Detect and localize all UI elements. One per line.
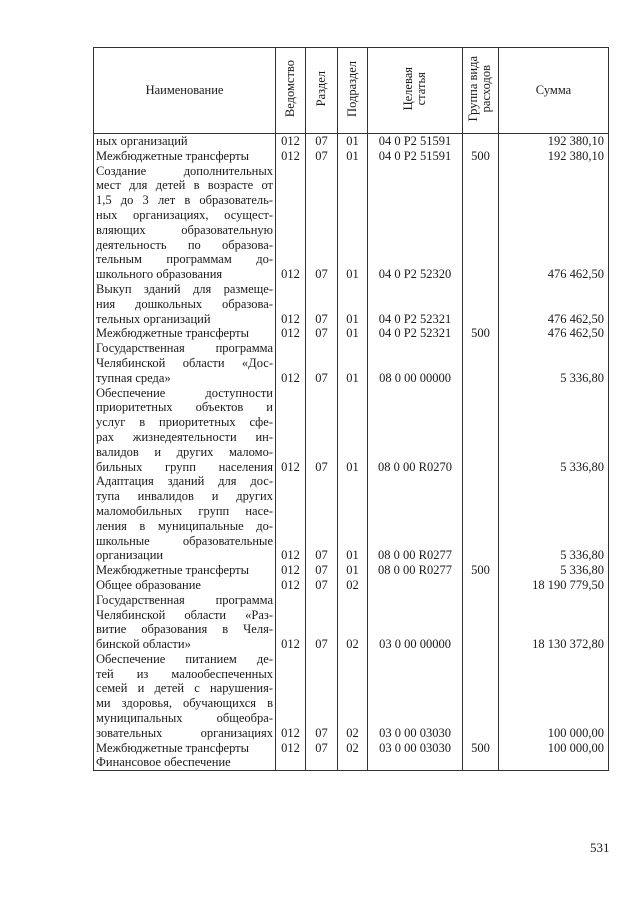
row-name-line: Обеспечение питанием де- <box>96 651 273 666</box>
row-name-line: Межбюджетные трансферты <box>96 326 250 341</box>
row-name-line: Челябинской области «Раз- <box>96 607 273 622</box>
row-celevaya-statya: 03 0 00 03030 <box>368 652 463 741</box>
row-name-line: ных организаций <box>96 134 188 148</box>
row-razdel: 07 <box>306 326 338 341</box>
row-podrazdel: 02 <box>338 578 368 593</box>
row-name-line: тей из малообеспеченных <box>96 666 273 681</box>
table-row <box>94 341 609 385</box>
table-row <box>94 149 609 164</box>
row-celevaya-statya: 04 0 P2 51591 <box>368 149 463 164</box>
row-name-line: ных организациях, осущест- <box>96 207 273 222</box>
table-row <box>94 326 609 341</box>
row-razdel: 07 <box>306 149 338 164</box>
row-name-line: организации <box>96 548 164 563</box>
row-name <box>94 341 276 385</box>
table-row <box>94 578 609 593</box>
row-vedomstvo <box>276 755 306 770</box>
row-razdel: 07 <box>306 341 338 385</box>
row-vedomstvo: 012 <box>276 741 306 756</box>
table-row <box>94 563 609 578</box>
row-name-line: Обеспечение доступности <box>96 385 273 400</box>
row-summa: 18 130 372,80 <box>499 593 609 652</box>
row-vedomstvo: 012 <box>276 326 306 341</box>
row-podrazdel: 01 <box>338 563 368 578</box>
row-name-line: школьного образования <box>96 267 223 282</box>
row-name <box>94 386 276 475</box>
table-row <box>94 593 609 652</box>
row-razdel: 07 <box>306 741 338 756</box>
budget-table-sheet <box>93 47 609 771</box>
table-row <box>94 134 609 149</box>
row-name-line: ми здоровья, обучающихся в <box>96 696 273 711</box>
row-podrazdel: 01 <box>338 326 368 341</box>
header-gruppa-vida-rashodov: Группа вида расходов <box>463 48 499 134</box>
row-name-line: Межбюджетные трансферты <box>96 563 250 578</box>
row-razdel: 07 <box>306 134 338 149</box>
row-name-line: Выкуп зданий для размеще- <box>96 281 273 296</box>
row-name-line: услуг в приоритетных сфе- <box>96 415 273 430</box>
row-vedomstvo: 012 <box>276 474 306 563</box>
row-celevaya-statya: 03 0 00 03030 <box>368 741 463 756</box>
row-podrazdel: 02 <box>338 652 368 741</box>
row-name-line: тельных организаций <box>96 311 211 326</box>
row-podrazdel: 02 <box>338 593 368 652</box>
row-podrazdel <box>338 755 368 770</box>
header-celevaya-statya: Целевая статья <box>368 48 463 134</box>
table-body <box>94 134 609 771</box>
header-vedomstvo: Ведомство <box>276 48 306 134</box>
row-vedomstvo: 012 <box>276 149 306 164</box>
row-name-line: тупа инвалидов и других <box>96 489 273 504</box>
row-name-line: Челябинской области «Дос- <box>96 355 273 370</box>
row-summa: 5 336,80 <box>499 386 609 475</box>
row-razdel: 07 <box>306 593 338 652</box>
table-row <box>94 652 609 741</box>
row-gruppa-vida: 500 <box>463 326 499 341</box>
row-name <box>94 149 276 164</box>
row-gruppa-vida <box>463 593 499 652</box>
row-name-line: витие образования в Челя- <box>96 622 273 637</box>
row-summa: 5 336,80 <box>499 563 609 578</box>
row-celevaya-statya: 08 0 00 R0277 <box>368 563 463 578</box>
row-name-line: вляющих образовательную <box>96 222 273 237</box>
row-summa <box>499 755 609 770</box>
row-name <box>94 282 276 326</box>
table-row <box>94 164 609 282</box>
row-name-line: тельным программам до- <box>96 252 273 267</box>
row-name-line: Межбюджетные трансферты <box>96 740 250 755</box>
row-celevaya-statya: 03 0 00 00000 <box>368 593 463 652</box>
row-gruppa-vida <box>463 341 499 385</box>
row-vedomstvo: 012 <box>276 386 306 475</box>
row-vedomstvo: 012 <box>276 652 306 741</box>
row-celevaya-statya: 08 0 00 00000 <box>368 341 463 385</box>
row-gruppa-vida <box>463 134 499 149</box>
row-vedomstvo: 012 <box>276 134 306 149</box>
row-name-line: Адаптация зданий для дос- <box>96 474 273 489</box>
row-name <box>94 593 276 652</box>
row-name-line: семей и детей с нарушения- <box>96 681 273 696</box>
row-celevaya-statya: 08 0 00 R0270 <box>368 386 463 475</box>
row-celevaya-statya: 04 0 P2 52320 <box>368 164 463 282</box>
row-summa: 100 000,00 <box>499 741 609 756</box>
row-vedomstvo: 012 <box>276 164 306 282</box>
row-summa: 100 000,00 <box>499 652 609 741</box>
row-name-line: валидов и других маломо- <box>96 444 273 459</box>
row-name-line: зовательных организациях <box>96 725 273 740</box>
row-name-line: Общее образование <box>96 577 201 592</box>
row-summa: 476 462,50 <box>499 326 609 341</box>
row-name-line: мест для детей в возрасте от <box>96 178 273 193</box>
row-name-line: Государственная программа <box>96 592 273 607</box>
row-name <box>94 164 276 282</box>
table-header <box>94 48 609 134</box>
row-name <box>94 741 276 756</box>
row-name-line: ления в муниципальные до- <box>96 518 273 533</box>
row-name-line: школьные образовательные <box>96 533 273 548</box>
row-name-line: бильных групп населения <box>96 459 273 474</box>
row-gruppa-vida <box>463 652 499 741</box>
row-podrazdel: 01 <box>338 386 368 475</box>
row-celevaya-statya: 08 0 00 R0277 <box>368 474 463 563</box>
row-razdel: 07 <box>306 578 338 593</box>
row-name-line: Финансовое обеспечение <box>96 755 231 770</box>
row-vedomstvo: 012 <box>276 341 306 385</box>
row-name <box>94 326 276 341</box>
row-podrazdel: 01 <box>338 282 368 326</box>
row-summa: 5 336,80 <box>499 474 609 563</box>
row-razdel: 07 <box>306 164 338 282</box>
row-name <box>94 755 276 770</box>
row-razdel: 07 <box>306 386 338 475</box>
row-gruppa-vida: 500 <box>463 149 499 164</box>
row-razdel: 07 <box>306 652 338 741</box>
row-razdel: 07 <box>306 474 338 563</box>
row-gruppa-vida: 500 <box>463 741 499 756</box>
row-celevaya-statya: 04 0 P2 52321 <box>368 326 463 341</box>
table-row <box>94 755 609 770</box>
row-vedomstvo: 012 <box>276 563 306 578</box>
row-name-line: Межбюджетные трансферты <box>96 148 250 163</box>
header-summa: Сумма <box>499 48 609 134</box>
row-vedomstvo: 012 <box>276 593 306 652</box>
table-row <box>94 474 609 563</box>
row-name-line: деятельность по образова- <box>96 237 273 252</box>
row-razdel <box>306 755 338 770</box>
row-summa: 18 190 779,50 <box>499 578 609 593</box>
row-summa: 476 462,50 <box>499 164 609 282</box>
row-razdel: 07 <box>306 563 338 578</box>
row-name <box>94 563 276 578</box>
row-gruppa-vida: 500 <box>463 563 499 578</box>
row-vedomstvo: 012 <box>276 578 306 593</box>
header-name: Наименование <box>94 48 276 134</box>
row-celevaya-statya: 04 0 P2 51591 <box>368 134 463 149</box>
header-podrazdel: Подраздел <box>338 48 368 134</box>
row-name-line: Государственная программа <box>96 341 273 356</box>
row-gruppa-vida <box>463 755 499 770</box>
row-gruppa-vida <box>463 474 499 563</box>
row-summa: 192 380,10 <box>499 134 609 149</box>
row-gruppa-vida <box>463 578 499 593</box>
table-row <box>94 741 609 756</box>
row-name-line: приоритетных объектов и <box>96 400 273 415</box>
row-name-line: ния дошкольных образова- <box>96 296 273 311</box>
header-razdel: Раздел <box>306 48 338 134</box>
row-podrazdel: 02 <box>338 741 368 756</box>
row-name-line: бинской области» <box>96 637 191 652</box>
row-name-line: рах жизнедеятельности ин- <box>96 429 273 444</box>
row-razdel: 07 <box>306 282 338 326</box>
row-name <box>94 652 276 741</box>
row-gruppa-vida <box>463 164 499 282</box>
row-celevaya-statya: 04 0 P2 52321 <box>368 282 463 326</box>
row-gruppa-vida <box>463 386 499 475</box>
budget-table <box>93 47 609 771</box>
row-podrazdel: 01 <box>338 474 368 563</box>
row-name-line: Создание дополнительных <box>96 163 273 178</box>
row-name-line: тупная среда» <box>96 370 171 385</box>
row-name <box>94 578 276 593</box>
table-row <box>94 282 609 326</box>
row-podrazdel: 01 <box>338 134 368 149</box>
row-name-line: 1,5 до 3 лет в образователь- <box>96 193 273 208</box>
table-row <box>94 386 609 475</box>
row-gruppa-vida <box>463 282 499 326</box>
row-summa: 192 380,10 <box>499 149 609 164</box>
row-celevaya-statya <box>368 578 463 593</box>
page-number: 531 <box>590 840 610 855</box>
row-summa: 5 336,80 <box>499 341 609 385</box>
row-celevaya-statya <box>368 755 463 770</box>
row-podrazdel: 01 <box>338 164 368 282</box>
row-podrazdel: 01 <box>338 341 368 385</box>
row-podrazdel: 01 <box>338 149 368 164</box>
row-vedomstvo: 012 <box>276 282 306 326</box>
row-name-line: муниципальных общеобра- <box>96 711 273 726</box>
row-name <box>94 474 276 563</box>
row-name-line: маломобильных групп насе- <box>96 503 273 518</box>
row-name <box>94 134 276 149</box>
row-summa: 476 462,50 <box>499 282 609 326</box>
